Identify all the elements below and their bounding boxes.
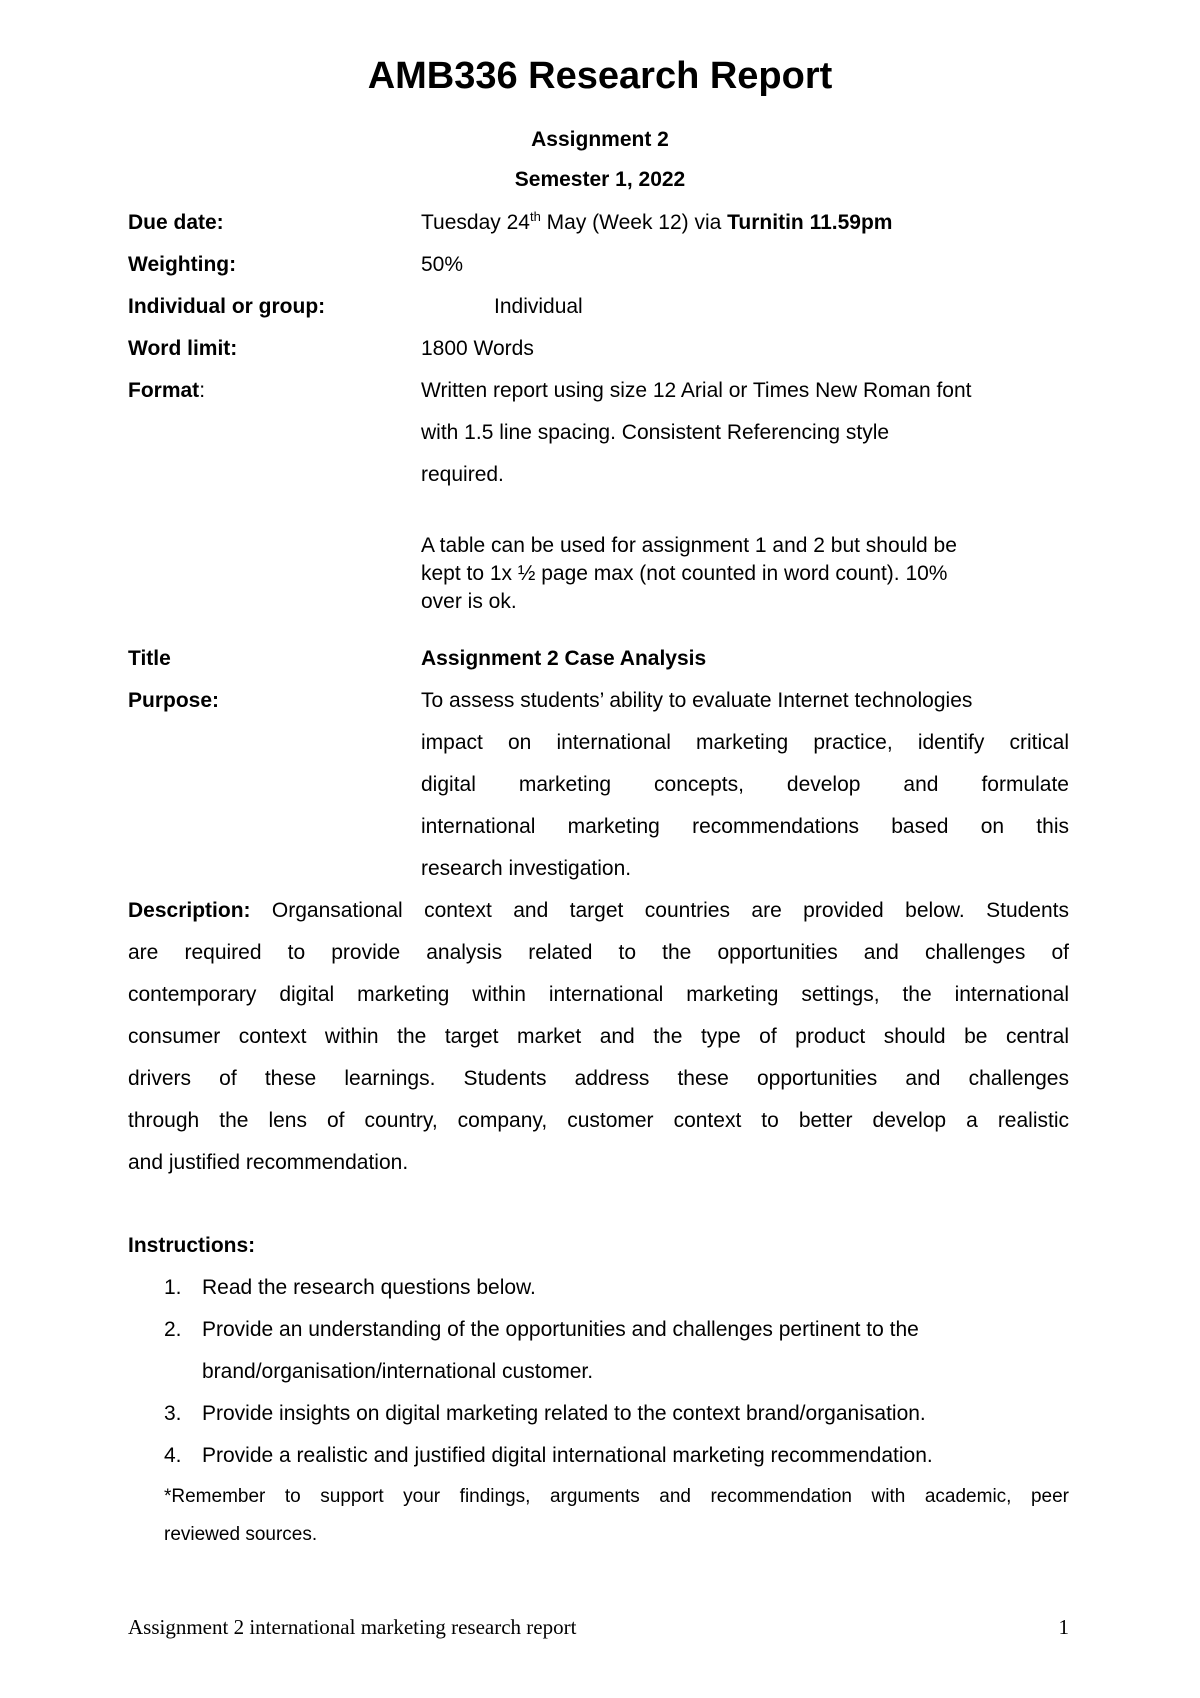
due-date-week: May (Week 12) via (540, 211, 728, 234)
format-line: with 1.5 line spacing. Consistent Referencing style (421, 421, 890, 444)
footer-text: Assignment 2 international marketing research report (128, 1615, 577, 1639)
description-line: consumer context within the target market and the type of product should be central (128, 1025, 1069, 1048)
purpose-line: international marketing recommendations based on this (421, 815, 1069, 838)
purpose-value (421, 688, 1069, 898)
due-date-value (421, 210, 1069, 236)
due-date-suffix: th (529, 209, 541, 224)
description-line: and justified recommendation. (128, 1151, 409, 1174)
due-date-day: Tuesday 24 (421, 211, 530, 234)
semester: Semester 1, 2022 (514, 168, 686, 191)
list-number: 4. (164, 1444, 182, 1467)
description-label: Description: (128, 899, 251, 922)
sources-note (164, 1485, 1069, 1561)
format-table-line: over is ok. (421, 590, 517, 613)
individual-group-label: Individual or group: (128, 295, 326, 318)
list-item-text: Provide insights on digital marketing related to the context brand/organisation. (202, 1402, 926, 1425)
list-number: 3. (164, 1402, 182, 1425)
weighting-label: Weighting: (128, 253, 237, 276)
assignment-number: Assignment 2 (531, 128, 669, 151)
format-label-text: Format (128, 379, 200, 402)
list-item (128, 1317, 1069, 1359)
word-limit-label: Word limit: (128, 337, 238, 360)
word-limit-value: 1800 Words (421, 337, 534, 360)
individual-group-value: Individual (494, 295, 583, 318)
document-title: AMB336 Research Report (367, 55, 833, 97)
list-item (128, 1443, 1069, 1485)
list-item-continuation (128, 1359, 1069, 1401)
list-item-text: Read the research questions below. (202, 1276, 536, 1299)
format-line: required. (421, 463, 504, 486)
list-item-text: Provide an understanding of the opportunities and challenges pertinent to the (202, 1318, 919, 1341)
list-number: 1. (164, 1276, 182, 1299)
format-table-note-text (421, 532, 1069, 616)
description-line: drivers of these learnings. Students address these opportunities and challenges (128, 1067, 1069, 1090)
note-line: reviewed sources. (164, 1524, 318, 1545)
description-line (128, 898, 1069, 940)
due-date-label: Due date: (128, 211, 224, 234)
title-value: Assignment 2 Case Analysis (421, 647, 707, 670)
note-line: *Remember to support your findings, arguments and recommendation with academic, peer (164, 1486, 1069, 1507)
instructions-heading: Instructions: (128, 1234, 256, 1257)
page-number: 1 (1058, 1615, 1069, 1639)
format-value (421, 378, 1069, 504)
list-item-text: Provide a realistic and justified digital international marketing recommendation. (202, 1444, 933, 1467)
page-footer (128, 1614, 1069, 1640)
list-item (128, 1275, 1069, 1317)
format-label-colon: : (199, 379, 206, 402)
weighting-value: 50% (421, 253, 464, 276)
format-table-line: A table can be used for assignment 1 and 2 but should be (421, 534, 957, 557)
description-text: Organsational context and target countries are provided below. Students (250, 899, 1069, 922)
format-table-line: kept to 1x ½ page max (not counted in word count). 10% (421, 562, 948, 585)
list-item-text: brand/organisation/international customer. (202, 1360, 594, 1383)
purpose-line: digital marketing concepts, develop and formulate (421, 773, 1069, 796)
list-number: 2. (164, 1318, 182, 1341)
description-line: contemporary digital marketing within international marketing settings, the international (128, 983, 1069, 1006)
purpose-line: To assess students’ ability to evaluate Internet technologies (421, 689, 973, 712)
title-label: Title (128, 647, 171, 670)
format-line: Written report using size 12 Arial or Times New Roman font (421, 379, 972, 402)
purpose-line: impact on international marketing practice, identify critical (421, 731, 1069, 754)
purpose-line: research investigation. (421, 857, 632, 880)
instructions-list (128, 1275, 1069, 1485)
description-line: through the lens of country, company, customer context to better develop a realistic (128, 1109, 1069, 1132)
list-item (128, 1401, 1069, 1443)
description-paragraph (128, 898, 1069, 1192)
purpose-label: Purpose: (128, 689, 220, 712)
format-label (128, 378, 205, 404)
due-date-submission: Turnitin 11.59pm (727, 211, 893, 234)
description-line: are required to provide analysis related to the opportunities and challenges of (128, 941, 1069, 964)
